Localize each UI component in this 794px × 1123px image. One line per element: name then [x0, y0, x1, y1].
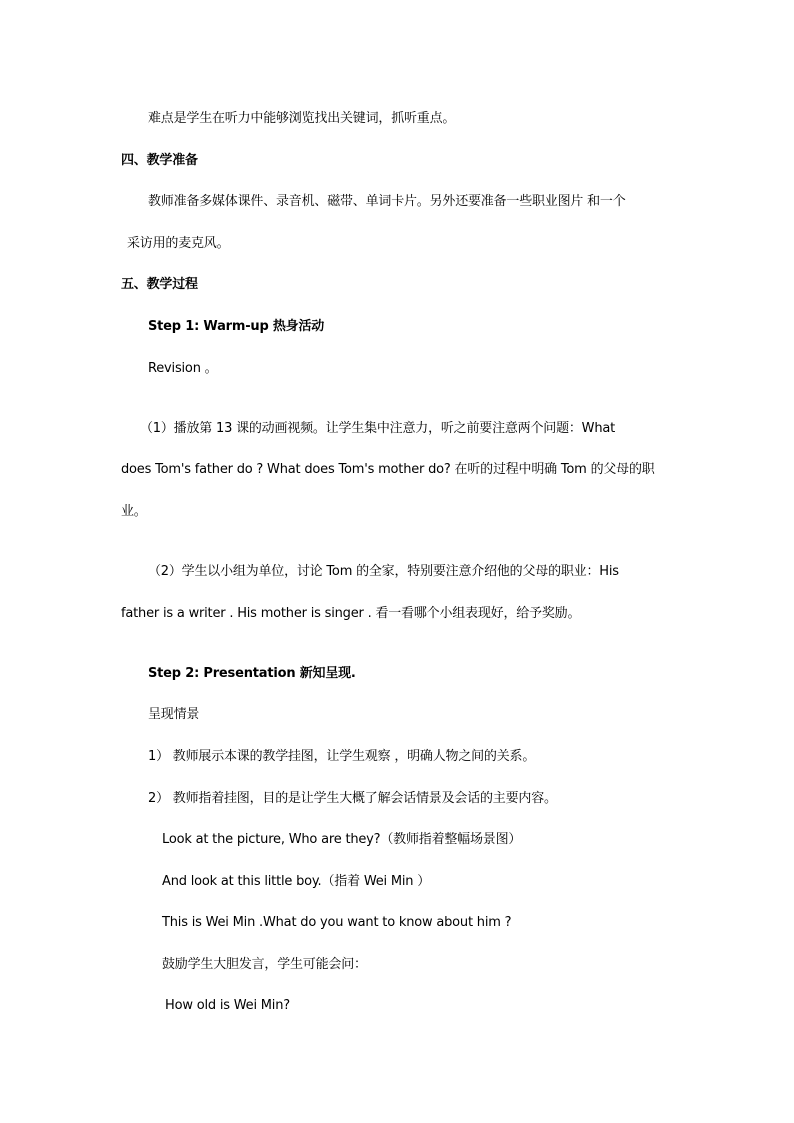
preparation-paragraph-line-2: 采访用的麦克风。: [127, 236, 230, 251]
dialogue-line-2: And look at this little boy.（指着 Wei Min ）: [162, 874, 431, 889]
revision-label: Revision 。: [148, 361, 218, 376]
question-example: How old is Wei Min?: [165, 998, 290, 1013]
difficulty-paragraph: 难点是学生在听力中能够浏览找出关键词，抓听重点。: [148, 111, 456, 126]
activity-2-line-1: （2）学生以小组为单位，讨论 Tom 的全家，特别要注意介绍他的父母的职业：His: [148, 564, 619, 579]
numbered-item-1: 1） 教师展示本课的教学挂图，让学生观察 ，明确人物之间的关系。: [148, 749, 536, 764]
step-1-heading: Step 1: Warm-up 热身活动: [148, 319, 325, 334]
presentation-situation-label: 呈现情景: [148, 707, 200, 722]
activity-1-line-2: does Tom's father do ? What does Tom's mother do? 在听的过程中明确 Tom 的父母的职: [121, 462, 655, 477]
section-heading-teaching-process: 五、教学过程: [121, 277, 198, 292]
dialogue-line-3: This is Wei Min .What do you want to know about him ?: [162, 915, 512, 930]
step-2-heading: Step 2: Presentation 新知呈现.: [148, 666, 356, 681]
dialogue-line-1: Look at the picture, Who are they?（教师指着整幅场景图）: [162, 832, 522, 847]
encouragement-line: 鼓励学生大胆发言，学生可能会问：: [162, 957, 367, 972]
numbered-item-2: 2） 教师指着挂图，目的是让学生大概了解会话情景及会话的主要内容。: [148, 791, 557, 806]
activity-1-line-3: 业。: [121, 504, 147, 519]
section-heading-teaching-preparation: 四、教学准备: [121, 153, 198, 168]
activity-1-line-1: （1）播放第 13 课的动画视频。让学生集中注意力，听之前要注意两个问题：What: [140, 421, 616, 436]
preparation-paragraph-line-1: 教师准备多媒体课件、录音机、磁带、单词卡片。另外还要准备一些职业图片 和一个: [148, 194, 626, 209]
activity-2-line-2: father is a writer . His mother is singer . 看一看哪个小组表现好，给予奖励。: [121, 606, 581, 621]
